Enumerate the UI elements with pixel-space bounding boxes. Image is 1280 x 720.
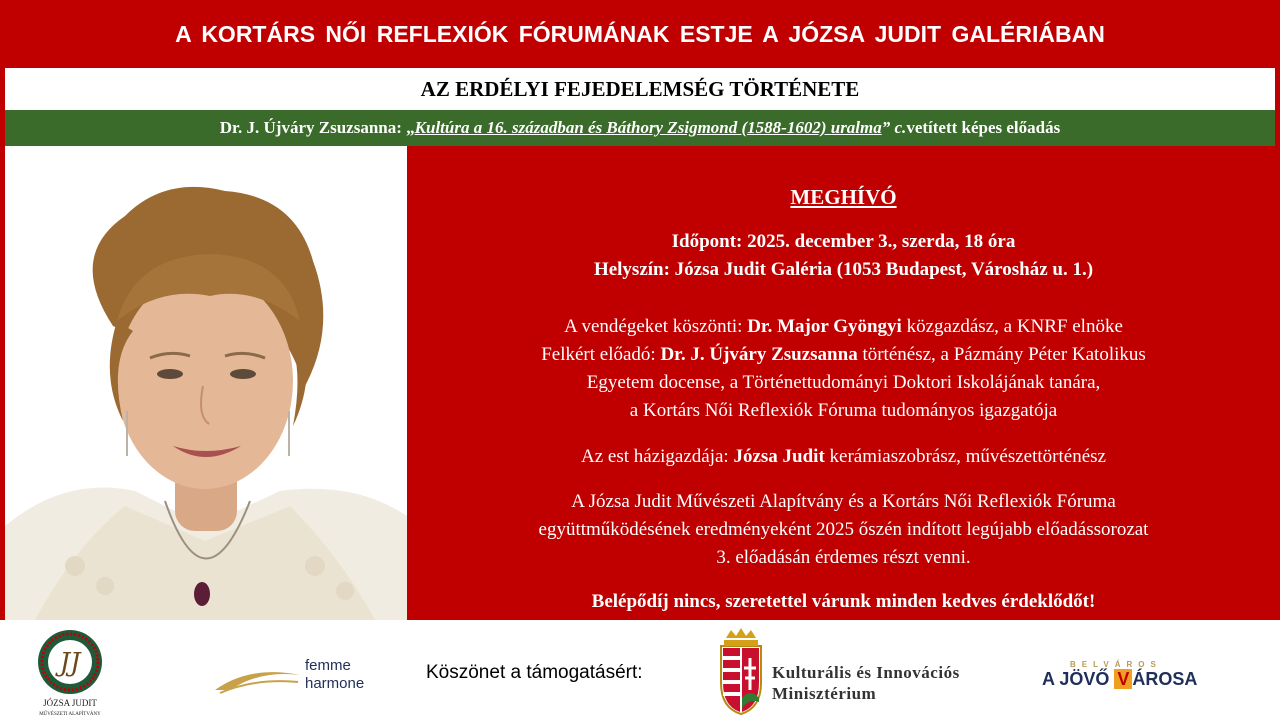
event-details xyxy=(407,228,1280,284)
invitation-panel xyxy=(407,153,1280,620)
speaker-name: Dr. J. Újváry Zsuzsanna xyxy=(660,344,858,365)
speaker-label: Felkért előadó: xyxy=(541,344,661,365)
host-paragraph xyxy=(407,443,1280,471)
series-line-3: 3. előadásán érdemes részt venni. xyxy=(716,547,971,568)
jozsa-judit-foundation-logo xyxy=(30,624,110,718)
lecture-speaker: Dr. J. Újváry Zsuzsanna: „ xyxy=(219,118,415,137)
greeting-name: Dr. Major Gyöngyi xyxy=(747,316,902,337)
sponsor-thanks: Köszönet a támogatásért: xyxy=(426,662,643,683)
host-role: kerámiaszobrász, művészettörténész xyxy=(824,446,1106,467)
lecture-quote-close: ” c. xyxy=(881,118,907,137)
jovo-varosa-text-b: ÁROSA xyxy=(1132,669,1198,689)
ministry-logo-text xyxy=(772,662,960,704)
event-time: Időpont: 2025. december 3., szerda, 18 óra xyxy=(671,231,1016,252)
host-label: Az est házigazdája: xyxy=(581,446,734,467)
foundation-subtitle: MŰVÉSZETI ALAPÍTVÁNY xyxy=(39,712,101,717)
svg-text:JJ: JJ xyxy=(59,648,81,678)
jovo-varosa-text-a: A JÖVŐ xyxy=(1042,669,1115,689)
hungarian-coat-of-arms-icon xyxy=(716,628,766,716)
lecture-title: Kultúra a 16. században és Báthory Zsigmond (1588-1602) uralma xyxy=(414,118,882,137)
series-paragraph xyxy=(407,488,1280,572)
jovo-varosa-v: V xyxy=(1114,669,1132,689)
speaker-portrait-image xyxy=(5,146,407,620)
speaker-role: történész, a Pázmány Péter Katolikus xyxy=(857,344,1146,365)
femme-line-2: harmone xyxy=(305,675,365,692)
series-line-1: A Józsa Judit Művészeti Alapítvány és a Kortárs Női Reflexiók Fóruma xyxy=(571,491,1116,512)
greeting-role: közgazdász, a KNRF elnöke xyxy=(901,316,1123,337)
lecture-banner xyxy=(5,110,1275,146)
femme-harmone-logo xyxy=(305,657,364,693)
foundation-name: JÓZSA JUDIT xyxy=(43,698,97,708)
jovo-varosa-logo xyxy=(1042,660,1197,690)
host-name: Józsa Judit xyxy=(733,446,825,467)
event-place: Helyszín: Józsa Judit Galéria (1053 Budapest, Városház u. 1.) xyxy=(593,259,1094,280)
femme-line-1: femme xyxy=(305,657,351,674)
hosts-paragraph xyxy=(407,313,1280,425)
ministry-line-2: Minisztérium xyxy=(772,684,877,703)
jovo-varosa-district: BELVÁROS xyxy=(1070,660,1162,669)
speaker-photo xyxy=(5,146,407,620)
closing-note: Belépődíj nincs, szeretettel várunk minden kedves érdeklődőt! xyxy=(591,591,1096,612)
event-title: A KORTÁRS NŐI REFLEXIÓK FÓRUMÁNAK ESTJE A JÓZSA JUDIT GALÉRIÁBAN xyxy=(0,0,1280,68)
invitation-heading: MEGHÍVÓ xyxy=(790,185,897,209)
series-line-2: együttműködésének eredményeként 2025 őszén indított legújabb előadássorozat xyxy=(538,519,1149,540)
ministry-line-1: Kulturális és Innovációs xyxy=(772,663,960,682)
lecture-suffix: vetített képes előadás xyxy=(906,118,1061,137)
speaker-role-line2: Egyetem docense, a Történettudományi Doktori Iskolájának tanára, xyxy=(586,372,1101,393)
greeting-label: A vendégeket köszönti: xyxy=(564,316,748,337)
femme-harmone-swoosh-icon xyxy=(210,660,305,700)
speaker-role-line3: a Kortárs Női Reflexiók Fóruma tudományos igazgatója xyxy=(629,400,1058,421)
lecture-series-title: AZ ERDÉLYI FEJEDELEMSÉG TÖRTÉNETE xyxy=(5,68,1275,110)
